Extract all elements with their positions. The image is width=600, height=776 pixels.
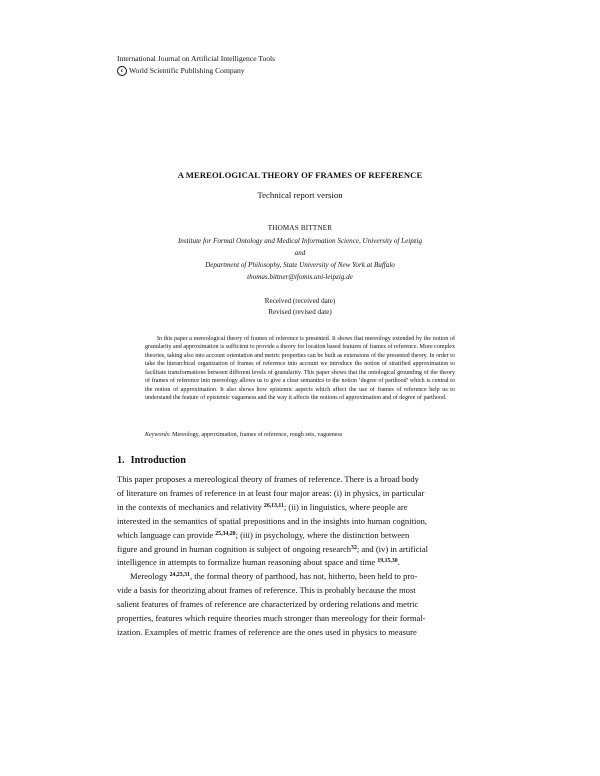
body-line: of literature on frames of reference in at least four major areas: (i) in physics, in particular [117, 487, 425, 498]
received-date: Received (received date) [264, 297, 336, 305]
author-affiliation-1: Institute for Formal Ontology and Medical Information Science, University of Leipzig [177, 237, 423, 245]
citation: 24,23,31 [169, 572, 190, 579]
author-name: THOMAS BITTNER [267, 224, 333, 232]
section-number: 1. [117, 455, 125, 466]
keywords-label: Keywords [145, 432, 169, 438]
body-line: This paper proposes a mereological theory of frames of reference. There is a broad body [117, 474, 419, 484]
journal-name: International Journal on Artificial Intelligence Tools [117, 54, 276, 63]
body-line: properties, features which require theories much stronger than mereology for their formal- [117, 613, 426, 624]
abstract: In this paper a mereological theory of frames of reference is presented. It shows that mereology extended by the notion of granularity and approximation is sufficient to provide a theory for location based features of frames of reference. More complex theories, taking also into account orientation and metric properties can be built as extensions of the presented theory. In order to take the hierarchical organization of frames of reference into account we introduce the notion of stratified approximation to facilitate transformations between different levels of granularity. This paper shows that the ontological grounding of the theory of frames of reference into mereology allows us to give a clear semantics to the notion ‘degree of parthood’ which is central to the notion of approximation. It also shows how epistemic aspects which affect the use of frames of reference help us to understand the feature of epistemic vagueness and the way it affects the notions of approximation and of degree of parthood. [145, 336, 455, 402]
body-line: salient features of frames of reference are characterized by ordering relations and metric [117, 599, 419, 610]
revised-date: Revised (revised date) [268, 308, 332, 316]
section-title: Introduction [130, 455, 186, 466]
body-line: Mereology $^{24,23,31}$, the formal theory of parthood, has not, hitherto, been held to pro- [130, 571, 418, 582]
citation: 32 [351, 544, 357, 551]
author-email: thomas.bittner@ifomis.uni-leipzig.de [247, 273, 353, 281]
keywords-list: Mereology, approximation, frames of reference, rough sets, vagueness [172, 432, 343, 438]
paper-subtitle: Technical report version [257, 190, 343, 200]
section-heading [117, 455, 186, 466]
body-line: vide a basis for theorizing about frames of reference. This is probably because the most [117, 585, 416, 596]
body-line: intelligence in attempts to formalize human reasoning about space and time $^{19,15,30}$. [117, 557, 400, 568]
paper-title: A MEREOLOGICAL THEORY OF FRAMES OF REFERENCE [177, 170, 423, 180]
affiliation-conjunction: and [294, 249, 306, 257]
body-line: interested in the semantics of spatial prepositions and in the insights into human cognition, [117, 515, 428, 526]
body-line: in the contexts of mechanics and relativity $^{26,13,11}$; (ii) in linguistics, where people are [117, 501, 408, 512]
copyright-line [117, 65, 275, 77]
citation: 19,15,30 [377, 558, 398, 565]
keywords: Keywords: Mereology, approximation, frames of reference, rough sets, vagueness [145, 432, 343, 438]
body-line: figure and ground in human cognition is subject of ongoing research$^{32}$; and (iv) in artificial [117, 543, 429, 554]
submission-dates [117, 296, 483, 318]
body-line: which language can provide $^{25,34,20}$; (iii) in psychology, where the distinction between [117, 529, 410, 540]
author-block [117, 222, 483, 283]
copyright-icon: c [117, 66, 127, 76]
citation: 25,34,20 [215, 530, 236, 537]
body-text [117, 473, 483, 640]
journal-header [117, 53, 275, 77]
author-affiliation-2: Department of Philosophy, State University of New York at Buffalo [205, 261, 395, 269]
publisher-name: World Scientific Publishing Company [129, 66, 245, 75]
body-line: ization. Examples of metric frames of reference are the ones used in physics to measure [117, 626, 417, 637]
citation: 26,13,11 [263, 502, 284, 509]
